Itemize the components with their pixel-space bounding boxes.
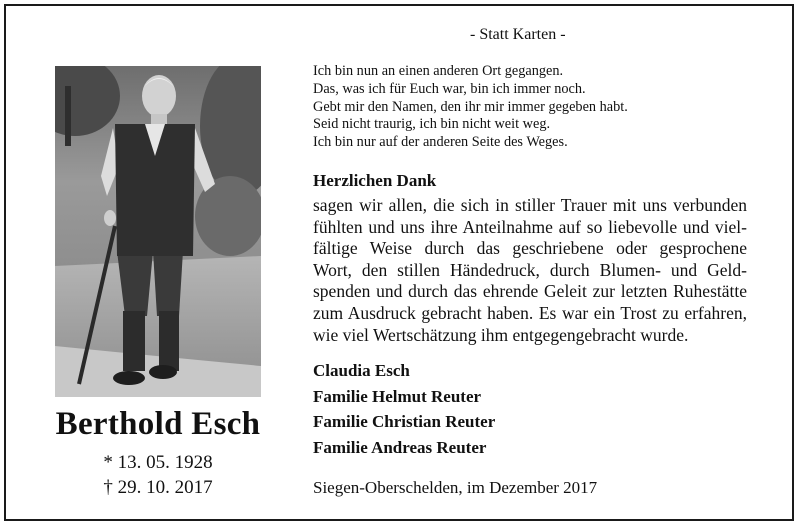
life-dates — [0, 450, 316, 500]
thanks-heading: Herzlichen Dank — [313, 171, 437, 190]
poem — [313, 63, 628, 152]
thanks-line: fühlten und uns ihre Anteilnahme auf so liebevolle und viel- — [313, 216, 747, 237]
thanks-text — [313, 195, 747, 346]
poem-line: Ich bin nur auf der anderen Seite des Weges. — [313, 134, 568, 151]
thanks-line: zum Ausdruck gebracht haben. Es war ein Trost zu erfahren, — [313, 302, 747, 323]
poem-line: Ich bin nun an einen anderen Ort gegangen. — [313, 63, 564, 79]
thanks-line: sagen wir allen, die sich in stiller Trauer mit uns verbunden — [313, 195, 747, 215]
death-date: † 29. 10. 2017 — [103, 477, 213, 498]
signer-name: Familie Helmut Reuter — [313, 386, 482, 406]
signer-name: Familie Christian Reuter — [313, 412, 496, 432]
deceased-name: Berthold Esch — [55, 406, 261, 442]
thanks-line: Wort, den stillen Händedruck, durch Blumen- und Geld- — [313, 259, 747, 280]
place-and-date: Siegen-Oberschelden, im Dezember 2017 — [313, 478, 598, 497]
thanks-line: wie viel Wertschätzung ihm entgegengebracht wurde. — [313, 324, 689, 345]
signers-list — [313, 358, 495, 460]
signer-name: Claudia Esch — [313, 361, 410, 380]
signer-name: Familie Andreas Reuter — [313, 437, 487, 457]
statt-karten-header: - Statt Karten - — [470, 26, 566, 43]
thanks-line: spenden und durch das ehrende Geleit zur letzten Ruhestätte — [313, 281, 747, 302]
birth-date: * 13. 05. 1928 — [103, 452, 213, 473]
poem-line: Das, was ich für Euch war, bin ich immer noch. — [313, 80, 586, 97]
portrait-photo — [55, 66, 261, 397]
poem-line: Seid nicht traurig, ich bin nicht weit weg. — [313, 116, 551, 133]
poem-line: Gebt mir den Namen, den ihr mir immer gegeben habt. — [313, 98, 628, 115]
thanks-line: fältige Weise durch das geschriebene oder gesprochene — [313, 238, 747, 259]
